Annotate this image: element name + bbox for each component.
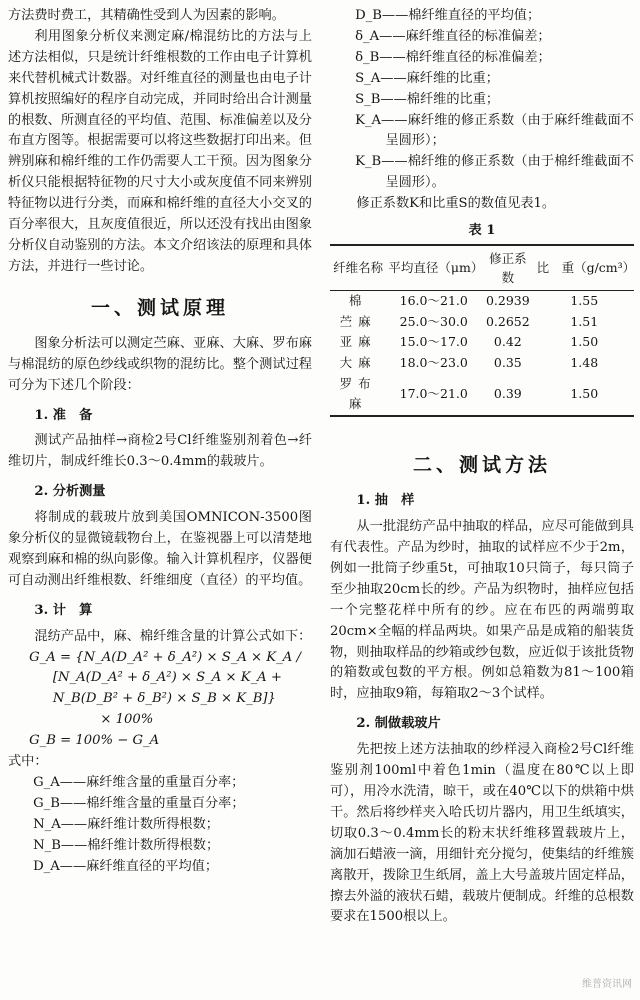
paragraph: 混纺产品中，麻、棉纤维含量的计算公式如下：	[34, 628, 312, 644]
table-row	[330, 290, 634, 311]
table-cell: 1.48	[570, 355, 599, 371]
definition-item: S_A——麻纤维的比重；	[355, 70, 499, 86]
paragraph: 先把按上述方法抽取的纱样浸入商检2号Cl纤维鉴别剂100ml中着色1min（温度在80℃以上即可），用冷水洗清，晾干，或在40℃以下的烘箱中烘干。然后将纱样夹入哈氏切片器内，用卫生纸填实，切取0.3～0.4mm长的粉末状纤维移置载玻片上，滴加石蜡液一滴，用细针充分搅匀，使集结的纤维簇离散开，拨除卫生纸屑，盖上大号盖玻片固定样品，擦去外溢的液状石蜡，载玻片便制成。纤维的总根数要求在1500根以上。	[330, 742, 634, 925]
table-cell: 18.0～23.0	[399, 355, 468, 371]
where-label: 式中：	[8, 754, 48, 770]
table-cell: 0.35	[493, 355, 522, 371]
definition-list	[330, 6, 634, 194]
definition-item: K_A——麻纤维的修正系数（由于麻纤维截面不呈圆形）；	[355, 112, 634, 149]
table-row	[330, 312, 634, 333]
subsection-heading: 1. 抽 样	[356, 493, 415, 509]
definition-item: D_B——棉纤维直径的平均值；	[355, 8, 541, 23]
formula-line: N_B(D_B² + δ_B²) × S_B × K_B]}	[52, 691, 276, 707]
data-table	[330, 244, 634, 417]
table-cell: 1.50	[570, 386, 599, 402]
definition-list	[8, 773, 312, 878]
table-cell: 大麻	[339, 355, 377, 371]
table-cell: 棉	[348, 292, 368, 308]
definition-item: D_A——麻纤维直径的平均值；	[33, 858, 219, 874]
formula-block	[8, 648, 312, 753]
subsection-heading: 2. 制做载玻片	[356, 716, 441, 732]
table-caption: 表 1	[468, 223, 496, 239]
paragraph: 从一批混纺产品中抽取的样品，应尽可能做到具有代表性。产品为纱时，抽取的试样应不少于2m，例如一批筒子纱重5t，可抽取10只筒子，每只筒子至少抽取20cm长的纱。产品为织物时，抽样应包括一个完整花样中所有的纱。应在布匹的两端剪取20cm×全幅的样品两块。如果产品是成箱的船装货物，则抽取样品的纱箱或纱包数，应近似于该批货物的箱数或包数的平方根。例如总箱数为81～100箱时，应抽取9箱，每箱取2～3个试样。	[330, 519, 634, 702]
table-row	[330, 332, 634, 353]
table-cell: 0.2652	[485, 313, 530, 329]
definition-item: N_A——麻纤维计数所得根数；	[33, 816, 219, 832]
section-heading: 二、测试方法	[412, 454, 551, 477]
table-header-row	[330, 245, 634, 291]
table-header-cell: 平均直径（μm）	[388, 260, 484, 276]
definition-item: δ_A——麻纤维直径的标准偏差；	[355, 28, 551, 44]
paragraph: 利用图象分析仪来测定麻/棉混纺比的方法与上述方法相似，只是统计纤维根数的工作由电子计算机来代替机械式计数器。对纤维直径的测量也由电子计算机按照编好的程序自动完成，并同时给出合计测量的根数、所测直径的平均值、范围、标准偏差以及分布直方图等。根据需要可以将这些数据打印出来。但辨别麻和棉纤维的工作仍需要人工干预。因为图象分析仪只能根据特征物的尺寸大小或灰度值不同来辨别特征物以进行分类，而麻和棉纤维的直径大小交叉的百分率很大，且灰度值很近，所以还没有找出由图象分析仪自动鉴别的方法。本文介绍该法的原理和具体方法，并进行一些讨论。	[8, 28, 312, 274]
subsection-heading: 1. 准 备	[34, 407, 93, 423]
definition-item: G_A——麻纤维含量的重量百分率；	[33, 775, 245, 790]
definition-item: G_B——棉纤维含量的重量百分率；	[33, 795, 245, 811]
table-cell: 17.0～21.0	[399, 386, 468, 402]
definition-item: δ_B——棉纤维直径的标准偏差；	[355, 49, 551, 65]
table-cell: 1.51	[570, 313, 599, 329]
formula-line: G_B = 100% − G_A	[29, 733, 160, 749]
definition-item: S_B——棉纤维的比重；	[355, 91, 500, 107]
paragraph: 图象分析法可以测定苎麻、亚麻、大麻、罗布麻与棉混纺的原色纱线或织物的混纺比。整个测试过程可分为下述几个阶段：	[8, 335, 312, 393]
table-row	[330, 374, 634, 416]
subsection-heading: 2. 分析测量	[34, 484, 106, 500]
paragraph: 将制成的载玻片放到美国OMNICON-3500图象分析仪的显微镜载物台上，在鉴视器上可以清楚地观察到麻和棉的纵向影像。输入计算机程序，仪器便可自动测出纤维根数、纤维细度（直径）的平均值。	[8, 510, 312, 588]
paragraph: 修正系数K和比重S的数值见表1。	[356, 196, 556, 212]
table-cell: 罗布麻	[339, 375, 377, 412]
table-cell: 0.42	[493, 334, 522, 350]
paragraph: 测试产品抽样→商检2号Cl纤维鉴别剂着色→纤维切片，制成纤维长0.3～0.4mm的载玻片。	[8, 433, 312, 470]
definition-item: N_B——棉纤维计数所得根数；	[33, 837, 220, 853]
table-cell: 16.0～21.0	[399, 292, 468, 308]
table-cell: 1.50	[570, 334, 599, 350]
table-cell: 0.2939	[485, 292, 530, 308]
right-column	[330, 6, 634, 928]
table-cell: 25.0～30.0	[399, 313, 468, 329]
formula-line: G_A = {N_A(D_A² + δ_A²) × S_A × K_A /	[29, 649, 301, 665]
left-column	[8, 6, 312, 878]
definition-item: K_B——棉纤维的修正系数（由于棉纤维截面不呈圆形）。	[355, 154, 634, 191]
formula-line: [N_A(D_A² + δ_A²) × S_A × K_A +	[52, 670, 282, 686]
table-header-cell: 比 重（g/cm³）	[536, 260, 636, 276]
subsection-heading: 3. 计 算	[34, 602, 93, 618]
table-header-cell: 修正系数	[489, 250, 527, 285]
section-heading: 一、测试原理	[90, 296, 229, 319]
table-cell: 1.55	[570, 292, 599, 308]
table-header-cell: 纤维名称	[333, 260, 384, 276]
table-cell: 苎麻	[339, 313, 377, 329]
table-cell: 亚麻	[339, 334, 377, 350]
watermark: 维普资讯网	[582, 979, 632, 991]
table-cell: 0.39	[493, 386, 522, 402]
formula-line: × 100%	[100, 712, 154, 728]
table-row	[330, 353, 634, 374]
table-cell: 15.0～17.0	[399, 334, 468, 350]
paragraph: 方法费时费工，其精确性受到人为因素的影响。	[8, 8, 285, 23]
